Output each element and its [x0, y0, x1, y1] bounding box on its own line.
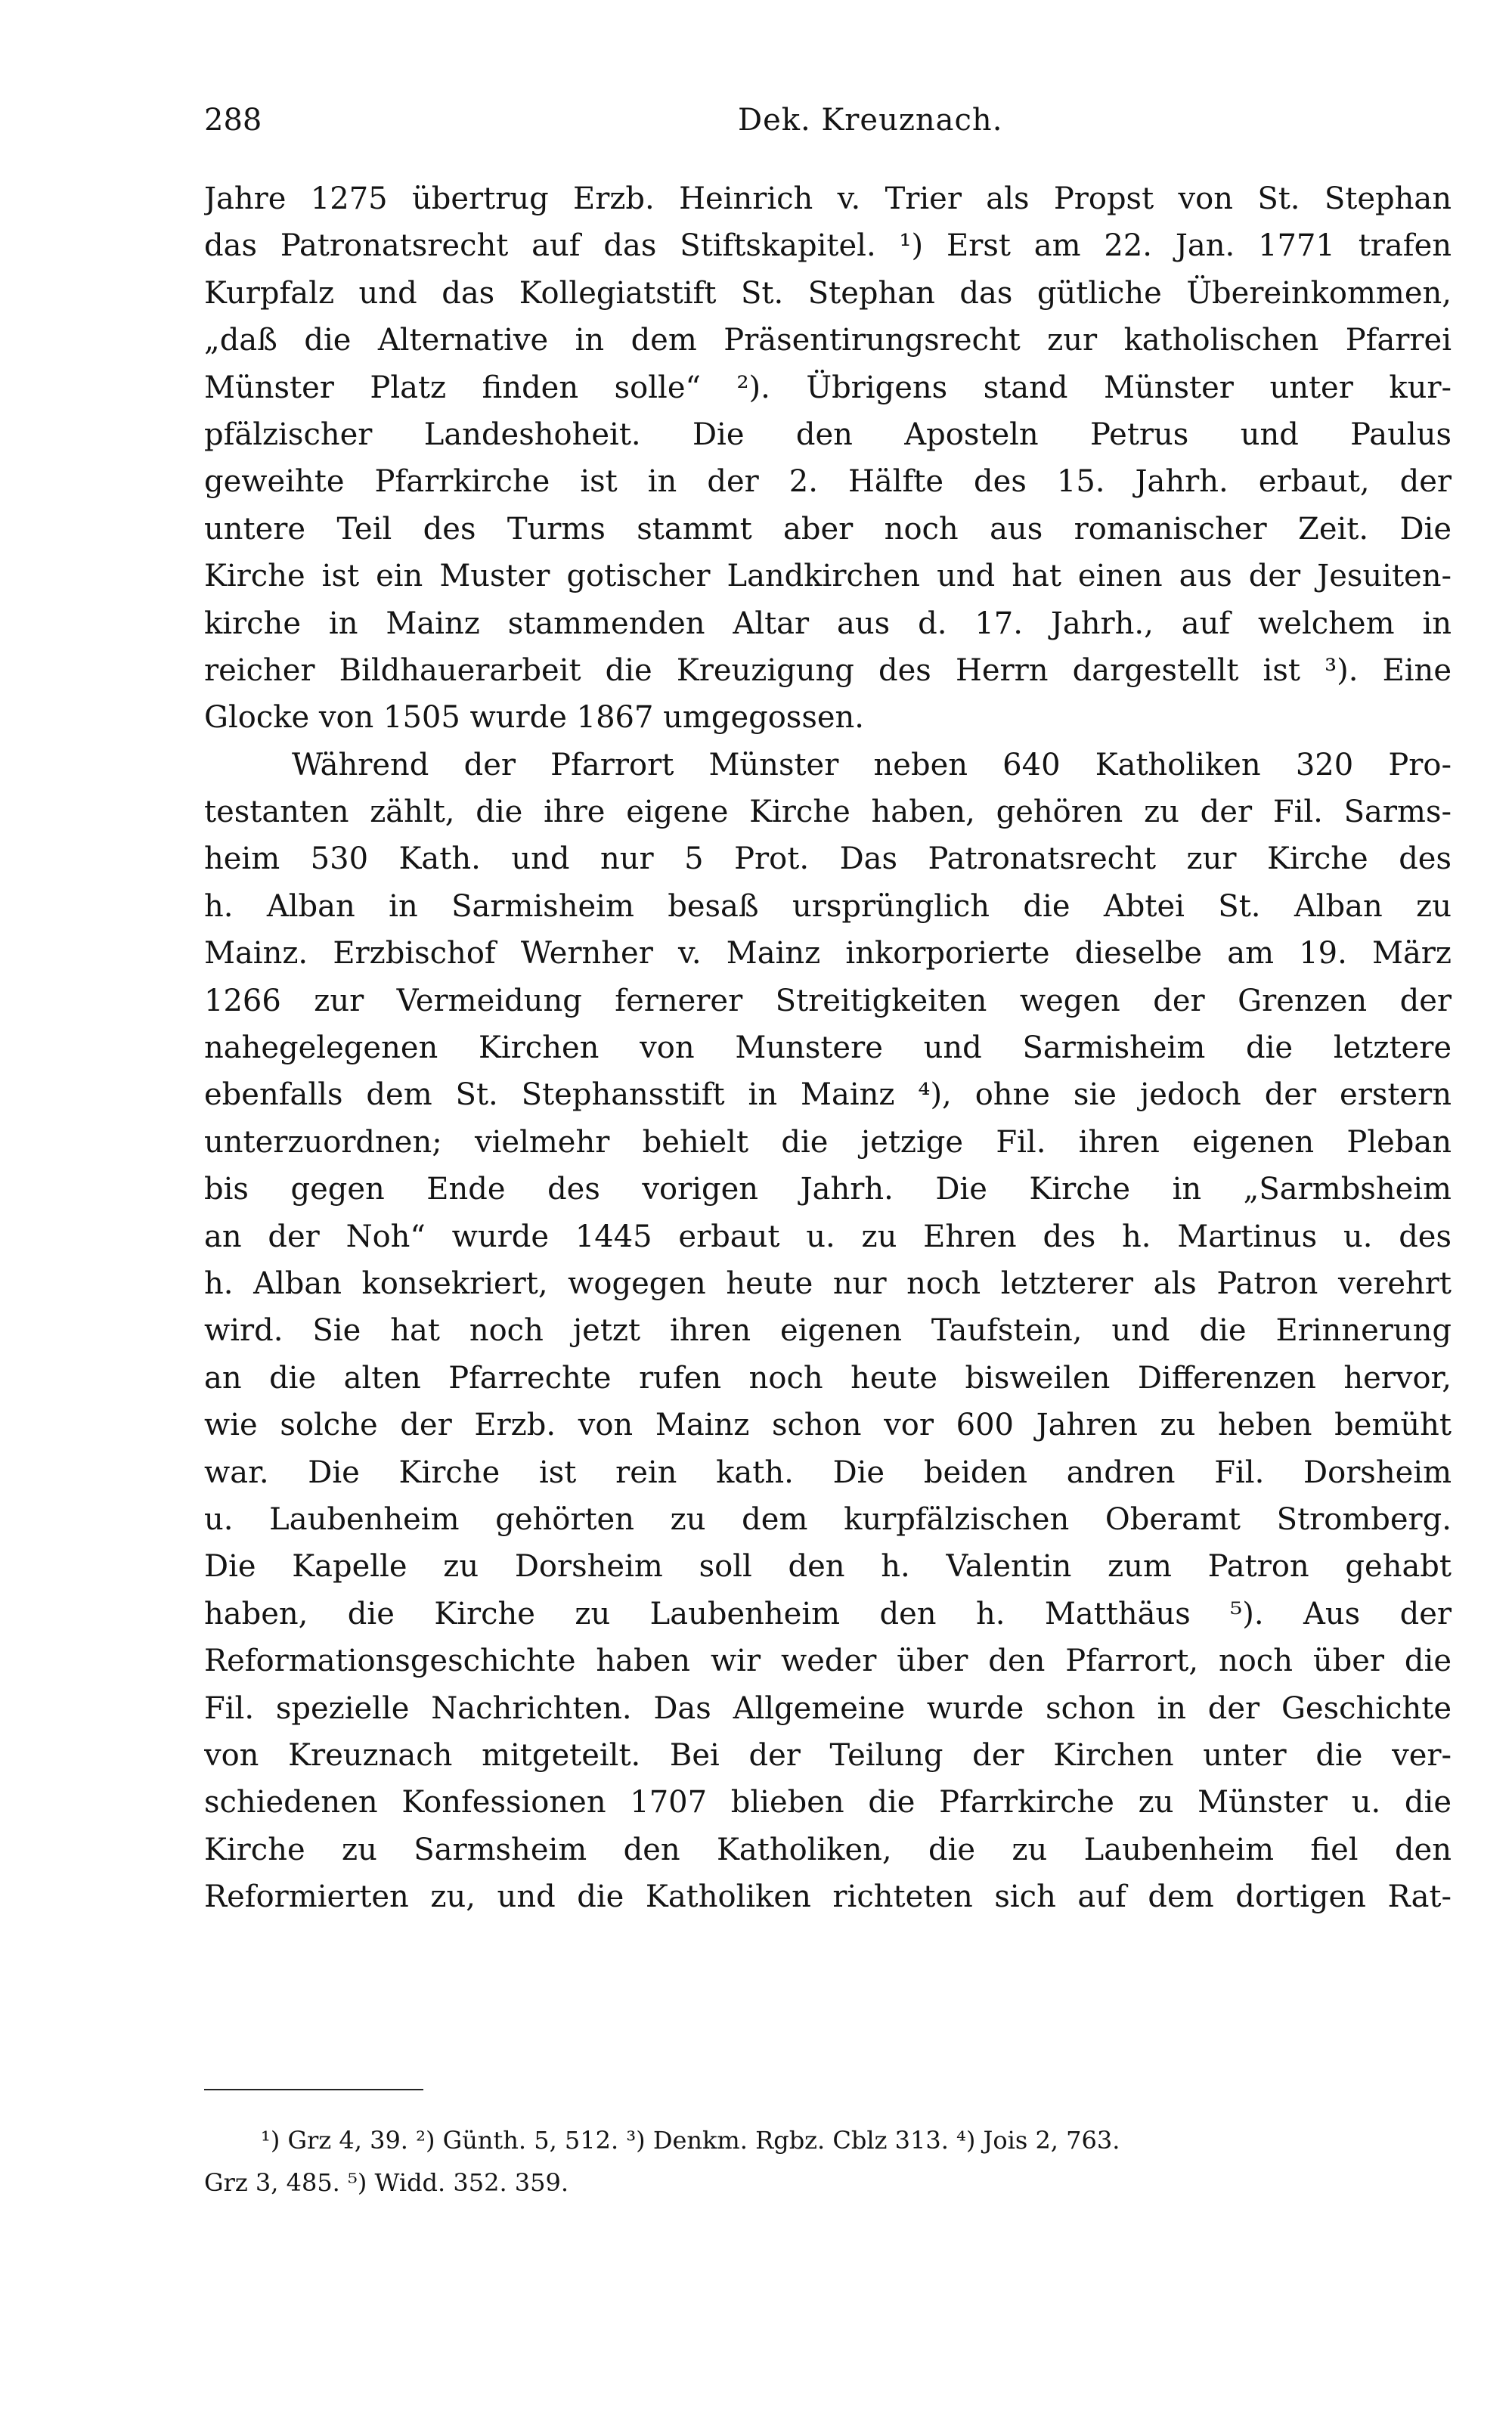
text-line: an die alten Pfarrechte rufen noch heute bisweilen Differenzen hervor, — [204, 1360, 1452, 1396]
text-line: bis gegen Ende des vorigen Jahrh. Die Kirche in „Sarmbsheim — [204, 1172, 1452, 1207]
text-line: Mainz. Erzbischof Wernher v. Mainz inkorporierte dieselbe am 19. März — [204, 936, 1452, 971]
footnote-divider — [204, 2089, 423, 2090]
text-line: untere Teil des Turms stammt aber noch aus romanischer Zeit. Die — [204, 511, 1452, 547]
text-line: testanten zählt, die ihre eigene Kirche haben, gehören zu der Fil. Sarms- — [204, 795, 1452, 830]
footnote-line: Grz 3, 485. ⁵) Widd. 352. 359. — [204, 2168, 569, 2197]
text-line: Kirche ist ein Muster gotischer Landkirchen und hat einen aus der Jesuiten- — [204, 559, 1452, 594]
text-line: h. Alban in Sarmisheim besaß ursprünglich die Abtei St. Alban zu — [204, 888, 1452, 924]
text-line: kirche in Mainz stammenden Altar aus d. 17. Jahrh., auf welchem in — [204, 606, 1452, 641]
text-line: ebenfalls dem St. Stephansstift in Mainz ⁴), ohne sie jedoch der erstern — [204, 1077, 1452, 1113]
text-line: unterzuordnen; vielmehr behielt die jetzige Fil. ihren eigenen Pleban — [204, 1124, 1452, 1160]
footnotes — [204, 2119, 1448, 2204]
text-line: Kirche zu Sarmsheim den Katholiken, die zu Laubenheim fiel den — [204, 1832, 1452, 1867]
text-line: 1266 zur Vermeidung fernerer Streitigkeiten wegen der Grenzen der — [204, 983, 1452, 1018]
text-line: Glocke von 1505 wurde 1867 umgegossen. — [204, 700, 865, 736]
text-line: Die Kapelle zu Dorsheim soll den h. Valentin zum Patron gehabt — [204, 1549, 1452, 1585]
text-line: Kurpfalz und das Kollegiatstift St. Stephan das gütliche Übereinkommen, — [204, 275, 1452, 311]
text-line: geweihte Pfarrkirche ist in der 2. Hälfte des 15. Jahrh. erbaut, der — [204, 464, 1452, 500]
text-line: Münster Platz finden solle“ ²). Übrigens stand Münster unter kur- — [204, 370, 1452, 405]
text-line: war. Die Kirche ist rein kath. Die beiden andren Fil. Dorsheim — [204, 1455, 1452, 1490]
page-header — [204, 103, 1452, 148]
footnote-line: ¹) Grz 4, 39. ²) Günth. 5, 512. ³) Denkm. Rgbz. Cblz 313. ⁴) Jois 2, 763. — [261, 2126, 1120, 2155]
text-line: Reformationsgeschichte haben wir weder über den Pfarrort, noch über die — [204, 1644, 1452, 1679]
text-line: reicher Bildhauerarbeit die Kreuzigung des Herrn dargestellt ist ³). Eine — [204, 652, 1452, 688]
text-line: wird. Sie hat noch jetzt ihren eigenen Taufstein, und die Erinnerung — [204, 1313, 1452, 1349]
text-line: schiedenen Konfessionen 1707 blieben die Pfarrkirche zu Münster u. die — [204, 1785, 1452, 1820]
text-line: nahegelegenen Kirchen von Munstere und Sarmisheim die letztere — [204, 1030, 1452, 1066]
text-line: das Patronatsrecht auf das Stiftskapitel. ¹) Erst am 22. Jan. 1771 trafen — [204, 228, 1452, 264]
text-line: Fil. spezielle Nachrichten. Das Allgemeine wurde schon in der Geschichte — [204, 1690, 1452, 1726]
page-number: 288 — [204, 103, 262, 138]
text-line: an der Noh“ wurde 1445 erbaut u. zu Ehren des h. Martinus u. des — [204, 1219, 1452, 1254]
text-line: Reformierten zu, und die Katholiken richteten sich auf dem dortigen Rat- — [204, 1879, 1452, 1915]
body-text — [204, 175, 1452, 1920]
text-line: haben, die Kirche zu Laubenheim den h. Matthäus ⁵). Aus der — [204, 1596, 1452, 1631]
text-line: Jahre 1275 übertrug Erzb. Heinrich v. Trier als Propst von St. Stephan — [204, 181, 1452, 216]
text-line: pfälzischer Landeshoheit. Die den Aposteln Petrus und Paulus — [204, 417, 1452, 452]
running-title: Dek. Kreuznach. — [738, 103, 1003, 138]
text-line: h. Alban konsekriert, wogegen heute nur noch letzterer als Patron verehrt — [204, 1266, 1452, 1301]
text-line: wie solche der Erzb. von Mainz schon vor 600 Jahren zu heben bemüht — [204, 1408, 1452, 1443]
text-line: von Kreuznach mitgeteilt. Bei der Teilung der Kirchen unter die ver- — [204, 1737, 1452, 1773]
text-line: „daß die Alternative in dem Präsentirungsrecht zur katholischen Pfarrei — [204, 323, 1452, 358]
text-line: u. Laubenheim gehörten zu dem kurpfälzischen Oberamt Stromberg. — [204, 1501, 1452, 1537]
text-line: Während der Pfarrort Münster neben 640 Katholiken 320 Pro- — [292, 747, 1452, 782]
text-line: heim 530 Kath. und nur 5 Prot. Das Patronatsrecht zur Kirche des — [204, 841, 1452, 877]
